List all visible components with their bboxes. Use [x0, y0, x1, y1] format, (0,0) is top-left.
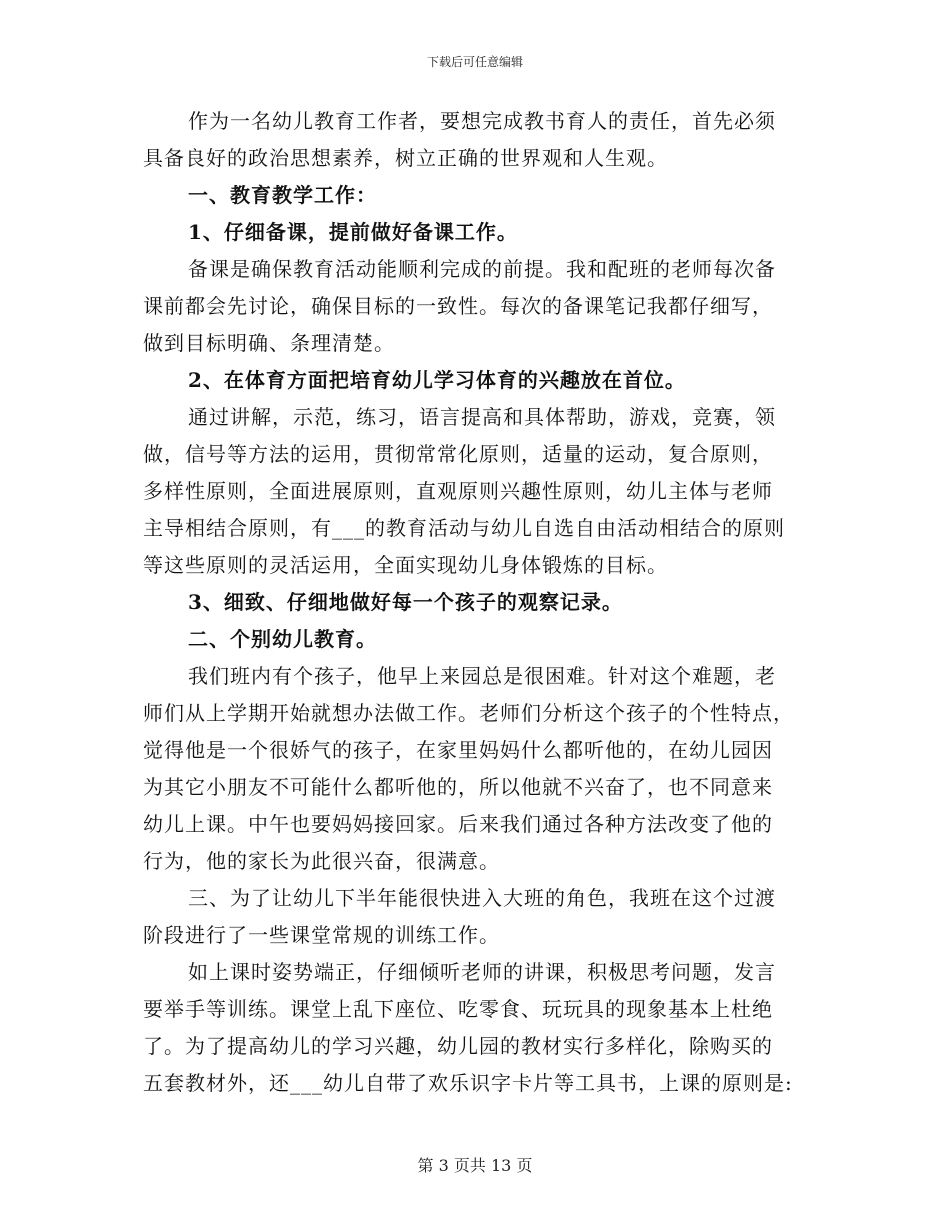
paragraph-line: 师们从上学期开始就想办法做工作。老师们分析这个孩子的个性特点， — [143, 701, 794, 725]
paragraph-line: 备课是确保教育活动能顺利完成的前提。我和配班的老师每次备 — [188, 257, 776, 281]
paragraph-line: 等这些原则的灵活运用，全面实现幼儿身体锻炼的目标。 — [143, 553, 668, 577]
paragraph-line: 阶段进行了一些课堂常规的训练工作。 — [143, 923, 500, 947]
paragraph-line: 三、为了让幼儿下半年能很快进入大班的角色，我班在这个过渡 — [188, 886, 776, 910]
section-heading-line: 2、在体育方面把培育幼儿学习体育的兴趣放在首位。 — [188, 368, 686, 392]
section-heading-line: 二、个别幼儿教育。 — [188, 627, 377, 651]
document-body — [143, 103, 833, 1102]
paragraph-line: 我们班内有个孩子，他早上来园总是很困难。针对这个难题，老 — [188, 664, 776, 688]
paragraph-line: 如上课时姿势端正，仔细倾听老师的讲课，积极思考问题，发言 — [188, 960, 776, 984]
section-heading-line: 3、细致、仔细地做好每一个孩子的观察记录。 — [188, 590, 623, 614]
section-heading-line: 一、教育教学工作： — [188, 183, 377, 207]
paragraph-line: 行为，他的家长为此很兴奋，很满意。 — [143, 849, 500, 873]
paragraph-line: 做，信号等方法的运用，贯彻常常化原则，适量的运动，复合原则， — [143, 442, 773, 466]
section-heading-line: 1、仔细备课，提前做好备课工作。 — [188, 220, 518, 244]
paragraph-line: 了。为了提高幼儿的学习兴趣，幼儿园的教材实行多样化，除购买的 — [143, 1034, 773, 1058]
paragraph-line: 觉得他是一个很娇气的孩子，在家里妈妈什么都听他的，在幼儿园因 — [143, 738, 773, 762]
paragraph-line: 为其它小朋友不可能什么都听他的，所以他就不兴奋了，也不同意来 — [143, 775, 773, 799]
paragraph-line: 做到目标明确、条理清楚。 — [143, 331, 395, 355]
paragraph-line: 多样性原则，全面进展原则，直观原则兴趣性原则，幼儿主体与老师 — [143, 479, 773, 503]
paragraph-line: 五套教材外，还___幼儿自带了欢乐识字卡片等工具书，上课的原则是: — [143, 1071, 793, 1095]
page-header: 下载后可任意编辑 — [426, 55, 523, 69]
paragraph-line: 主导相结合原则，有___的教育活动与幼儿自选自由活动相结合的原则 — [143, 516, 785, 540]
paragraph-line: 课前都会先讨论，确保目标的一致性。每次的备课笔记我都仔细写， — [143, 294, 773, 318]
paragraph-line: 幼儿上课。中午也要妈妈接回家。后来我们通过各种方法改变了他的 — [143, 812, 773, 836]
paragraph-line: 通过讲解，示范，练习，语言提高和具体帮助，游戏，竞赛，领 — [188, 405, 776, 429]
page-footer: 第 3 页共 13 页 — [417, 1156, 533, 1175]
paragraph-line: 具备良好的政治思想素养，树立正确的世界观和人生观。 — [143, 146, 668, 170]
paragraph-line: 作为一名幼儿教育工作者，要想完成教书育人的责任，首先必须 — [188, 109, 776, 133]
paragraph-line: 要举手等训练。课堂上乱下座位、吃零食、玩玩具的现象基本上杜绝 — [143, 997, 773, 1021]
